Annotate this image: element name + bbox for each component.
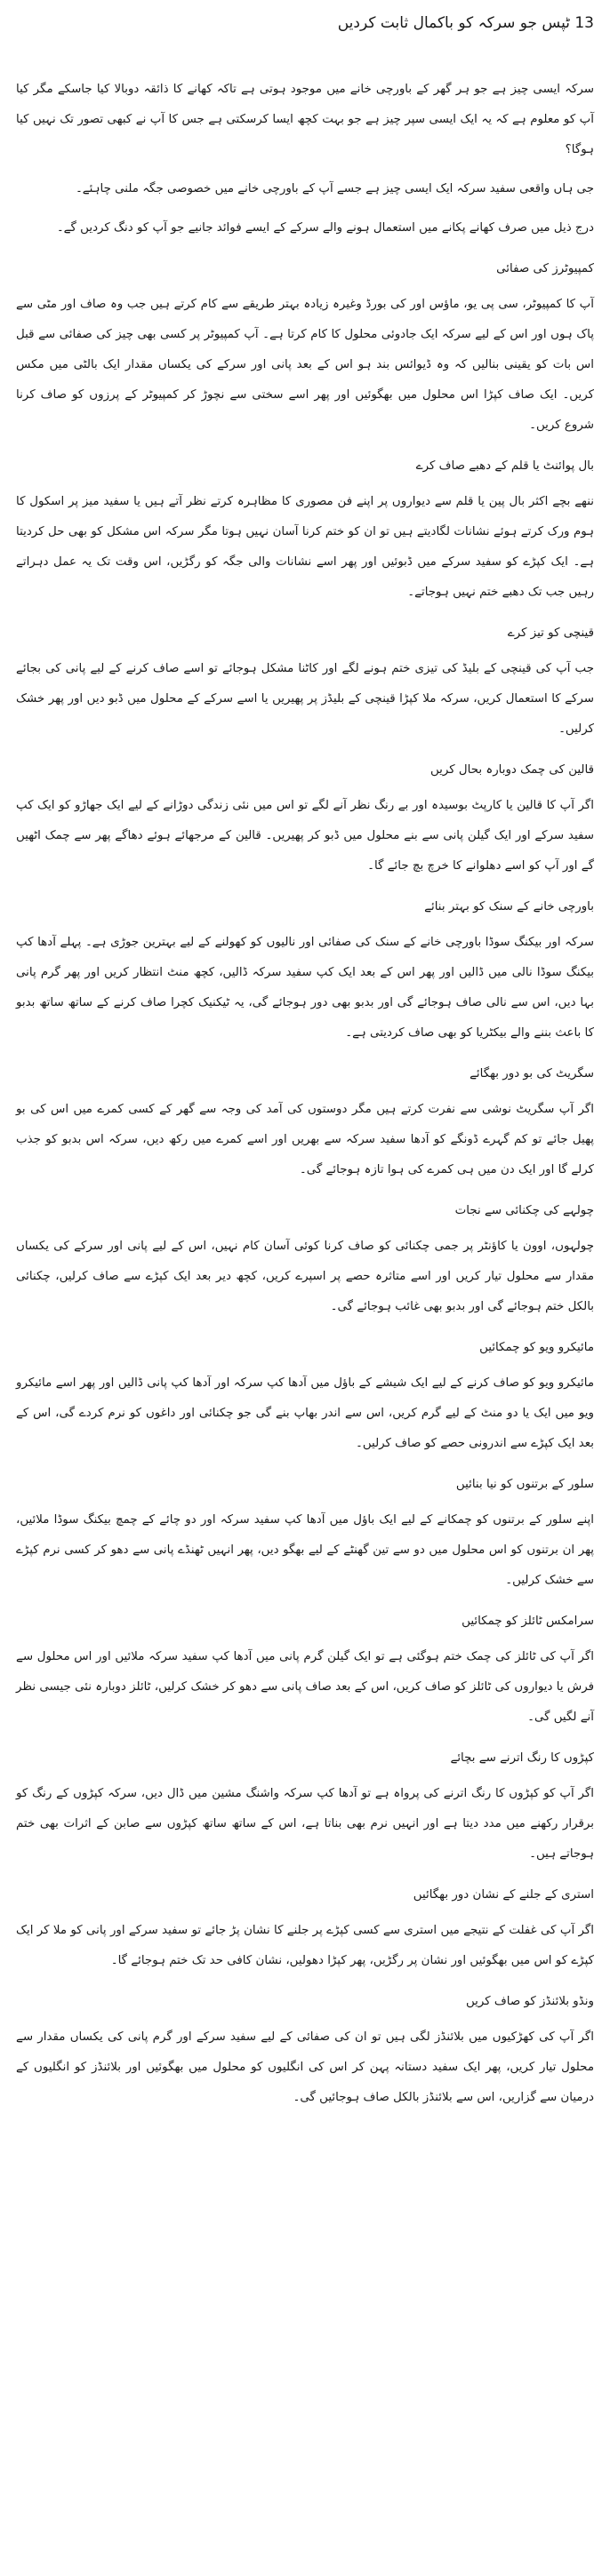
section-window-blinds xyxy=(16,1989,594,2113)
page-title: 13 ٹپس جو سرکہ کو باکمال ثابت کردیں xyxy=(337,14,594,32)
section-pen-stains xyxy=(16,453,594,608)
section-microwave xyxy=(16,1335,594,1459)
section-clothes-color xyxy=(16,1745,594,1870)
section-heading: کمپیوٹرز کی صفائی xyxy=(496,261,594,275)
section-heading: ونڈو بلائنڈز کو صاف کریں xyxy=(465,1994,594,2008)
section-text: اگر آپ کی غفلت کے نتیجے میں استری سے کسی کپڑے پر جلنے کا نشان پڑ جائے تو سفید سرکے اور پانی کو ملا کر ایک کپڑے کو اس میں بھگوئیں اور نشان پر رگڑیں، پھر کپڑا دھولیں، نشان کافی حد تک ختم ہوجائے گا۔ xyxy=(16,1923,594,1967)
section-text: اگر آپ کو کپڑوں کا رنگ اترنے کی پرواہ ہے تو آدھا کپ سرکہ واشنگ مشین میں ڈال دیں، سرکہ کپڑوں کے رنگ کو برقرار رکھنے میں مدد دیتا ہے اور انہیں نرم بھی بناتا ہے، اس کے ساتھ ساتھ کپڑوں سے صابن کے اثرات بھی ختم ہوجاتے ہیں۔ xyxy=(16,1786,594,1861)
section-heading: قالین کی چمک دوبارہ بحال کریں xyxy=(429,762,594,777)
section-cigarette-smell xyxy=(16,1061,594,1185)
section-text: ننھے بچے اکثر بال پین یا قلم سے دیواروں پر اپنے فن مصوری کا مظاہرہ کرتے نظر آتے ہیں یا سفید میز پر اسکول کا ہوم ورک کرتے ہوئے نشانات لگادیتے ہیں تو ان کو ختم کرنا آسان نہیں ہوتا مگر سرکہ اس مشکل کو بھی حل کردیتا ہے۔ ایک کپڑے کو سفید سرکے میں ڈبوئیں اور پھر اسے نشانات والی جگہ کو رگڑیں، اس وقت تک یہ عمل دہراتے رہیں جب تک دھبے ختم نہیں ہوجاتے۔ xyxy=(16,494,594,599)
section-heading: مائیکرو ویو کو چمکائیں xyxy=(479,1340,594,1354)
section-text: آپ کا کمپیوٹر، سی پی یو، ماؤس اور کی بورڈ وغیرہ زیادہ بہتر طریقے سے کام کرتے ہیں جب وہ صاف اور مٹی سے پاک ہوں اور اس کے لیے سرکہ ایک جادوئی محلول کا کام کرتا ہے۔ آپ کمپیوٹر پر کسی بھی چیز کی صفائی سے قبل اس بات کو یقینی بنالیں کہ وہ ڈیوائس بند ہو اس کے بعد پانی اور سرکے کی یکساں مقدار ایک بالٹی میں مکس کریں۔ ایک صاف کپڑا اس محلول میں بھگوئیں اور پھر اسے سختی سے نچوڑ کر کمپیوٹر کے پرزوں کو صاف کرنا شروع کریں۔ xyxy=(16,297,594,432)
section-grease xyxy=(16,1198,594,1322)
section-heading: سلور کے برتنوں کو نیا بنائیں xyxy=(455,1477,594,1491)
section-text: سرکہ اور بیکنگ سوڈا باورچی خانے کے سنک کی صفائی اور نالیوں کو کھولنے کے لیے بہترین جوڑی ہے۔ پہلے آدھا کپ بیکنگ سوڈا نالی میں ڈالیں اور پھر اس کے بعد ایک کپ سفید سرکہ ڈالیں، کچھ منٹ انتظار کریں اور پھر گرم پانی بہا دیں، اس سے نالی صاف ہوجائے گی اور بدبو بھی دور ہوجائے گی، یہ ٹیکنیک کچرا صاف کرنے کے ساتھ ساتھ بدبو کا باعث بننے والے بیکٹریا کو بھی صاف کردیتی ہے۔ xyxy=(16,935,594,1040)
section-scissors xyxy=(16,620,594,745)
section-text: اگر آپ کی کھڑکیوں میں بلائنڈز لگی ہیں تو ان کی صفائی کے لیے سفید سرکے اور گرم پانی کی یکساں مقدار سے محلول تیار کریں، پھر ایک سفید دستانہ پہن کر اس کی انگلیوں کو محلول میں بھگوئیں اور بلائنڈز کو انگلیوں کے درمیان سے گزاریں، اس سے بلائنڈز بالکل صاف ہوجائیں گی۔ xyxy=(16,2030,594,2104)
section-text: اگر آپ سگریٹ نوشی سے نفرت کرتے ہیں مگر دوستوں کی آمد کی وجہ سے گھر کے کسی کمرے میں اس کی بو پھیل جائے تو کم گہرے ڈونگے کو آدھا سفید سرکہ سے بھریں اور اسے کمرے میں رکھ دیں، سرکہ اس بدبو کو جذب کرلے گا اور ایک دن میں ہی کمرے کی ہوا تازہ ہوجائے گی۔ xyxy=(16,1102,594,1176)
section-text: چولہوں، اوون یا کاؤنٹر پر جمی چکنائی کو صاف کرنا کوئی آسان کام نہیں، اس کے لیے پانی اور سرکے کی یکساں مقدار سے محلول تیار کریں اور اسے متاثرہ حصے پر اسپرے کریں، کچھ دیر بعد ایک کپڑے سے صاف کرلیں، چکنائی بالکل ختم ہوجائے گی اور بدبو بھی غائب ہوجائے گی۔ xyxy=(16,1239,594,1313)
section-heading: بال پوائنٹ یا قلم کے دھبے صاف کرے xyxy=(415,459,594,473)
section-iron-burns xyxy=(16,1882,594,1976)
intro-paragraph-2: جی ہاں واقعی سفید سرکہ ایک ایسی چیز ہے جسے آپ کے باورچی خانے میں خصوصی جگہ ملنی چاہئے۔ xyxy=(75,181,594,195)
section-heading: قینچی کو تیز کرے xyxy=(507,626,594,640)
section-silverware xyxy=(16,1471,594,1596)
section-heading: سرامکس ٹائلز کو چمکائیں xyxy=(462,1614,594,1628)
section-heading: کپڑوں کا رنگ اترنے سے بچائے xyxy=(450,1751,594,1765)
section-heading: چولہے کی چکنائی سے نجات xyxy=(454,1203,594,1217)
section-ceramic-tiles xyxy=(16,1608,594,1733)
section-carpet xyxy=(16,757,594,881)
section-kitchen-sink xyxy=(16,894,594,1049)
section-text: اگر آپ کا قالین یا کارپٹ بوسیدہ اور بے رنگ نظر آنے لگے تو اس میں نئی زندگی دوڑانے کے لیے ایک جھاڑو کو ایک کپ سفید سرکے اور ایک گیلن پانی سے بنے محلول میں ڈبو کر پھیریں۔ قالین کے مرجھائے ہوئے دھاگے پھر سے چمک اٹھیں گے اور آپ کو اسے دھلوانے کا خرچ بچ جائے گا۔ xyxy=(16,798,594,873)
section-text: مائیکرو ویو کو صاف کرنے کے لیے ایک شیشے کے باؤل میں آدھا کپ سرکہ اور آدھا کپ پانی ڈالیں اور پھر اسے مائیکرو ویو میں ایک یا دو منٹ کے لیے گرم کریں، اس سے اندر بھاپ بنے گی جو چکنائی اور داغوں کو نرم کردے گی، اس کے بعد ایک کپڑے سے اندرونی حصے کو صاف کرلیں۔ xyxy=(16,1376,594,1450)
section-text: اپنے سلور کے برتنوں کو چمکانے کے لیے ایک باؤل میں آدھا کپ سفید سرکہ اور دو چائے کے چمچ بیکنگ سوڈا ملائیں، پھر ان برتنوں کو اس محلول میں دو سے تین گھنٹے کے لیے بھگو دیں، پھر انہیں ٹھنڈے پانی سے دھو کر کسی نرم کپڑے سے خشک کرلیں۔ xyxy=(16,1512,594,1587)
section-heading: استری کے جلنے کے نشان دور بھگائیں xyxy=(413,1887,594,1902)
intro-paragraph-3: درج ذیل میں صرف کھانے پکانے میں استعمال ہونے والے سرکے کے ایسے فوائد جانیے جو آپ کو دنگ کردیں گے۔ xyxy=(56,220,594,235)
section-text: جب آپ کی قینچی کے بلیڈ کی تیزی ختم ہونے لگے اور کاٹنا مشکل ہوجائے تو اسے صاف کرنے کے لیے پانی کی بجائے سرکے کا استعمال کریں، سرکہ ملا کپڑا قینچی کے بلیڈز پر پھیریں یا اسے سرکے کے محلول میں ڈبو دیں اور پھر خشک کرلیں۔ xyxy=(16,661,594,736)
intro-paragraph-1: سرکہ ایسی چیز ہے جو ہر گھر کے باورچی خانے میں موجود ہوتی ہے تاکہ کھانے کا ذائقہ دوبالا کیا جاسکے مگر کیا آپ کو معلوم ہے کہ یہ ایک ایسی سپر چیز ہے جو بہت کچھ ایسا کرسکتی ہے جس کا آپ نے کبھی تصور تک نہیں کیا ہوگا؟ xyxy=(16,82,594,156)
section-text: اگر آپ کی ٹائلز کی چمک ختم ہوگئی ہے تو ایک گیلن گرم پانی میں آدھا کپ سفید سرکہ ملائیں اور اس محلول سے فرش یا دیواروں کی ٹائلز کو صاف کریں، اس کے بعد صاف پانی سے دھو کر خشک کرلیں، ٹائلز دوبارہ نئی جیسی نظر آنے لگیں گی۔ xyxy=(16,1649,594,1724)
section-heading: سگریٹ کی بو دور بھگائے xyxy=(470,1066,594,1081)
section-computers xyxy=(16,256,594,441)
section-heading: باورچی خانے کے سنک کو بہتر بنائے xyxy=(424,899,594,913)
